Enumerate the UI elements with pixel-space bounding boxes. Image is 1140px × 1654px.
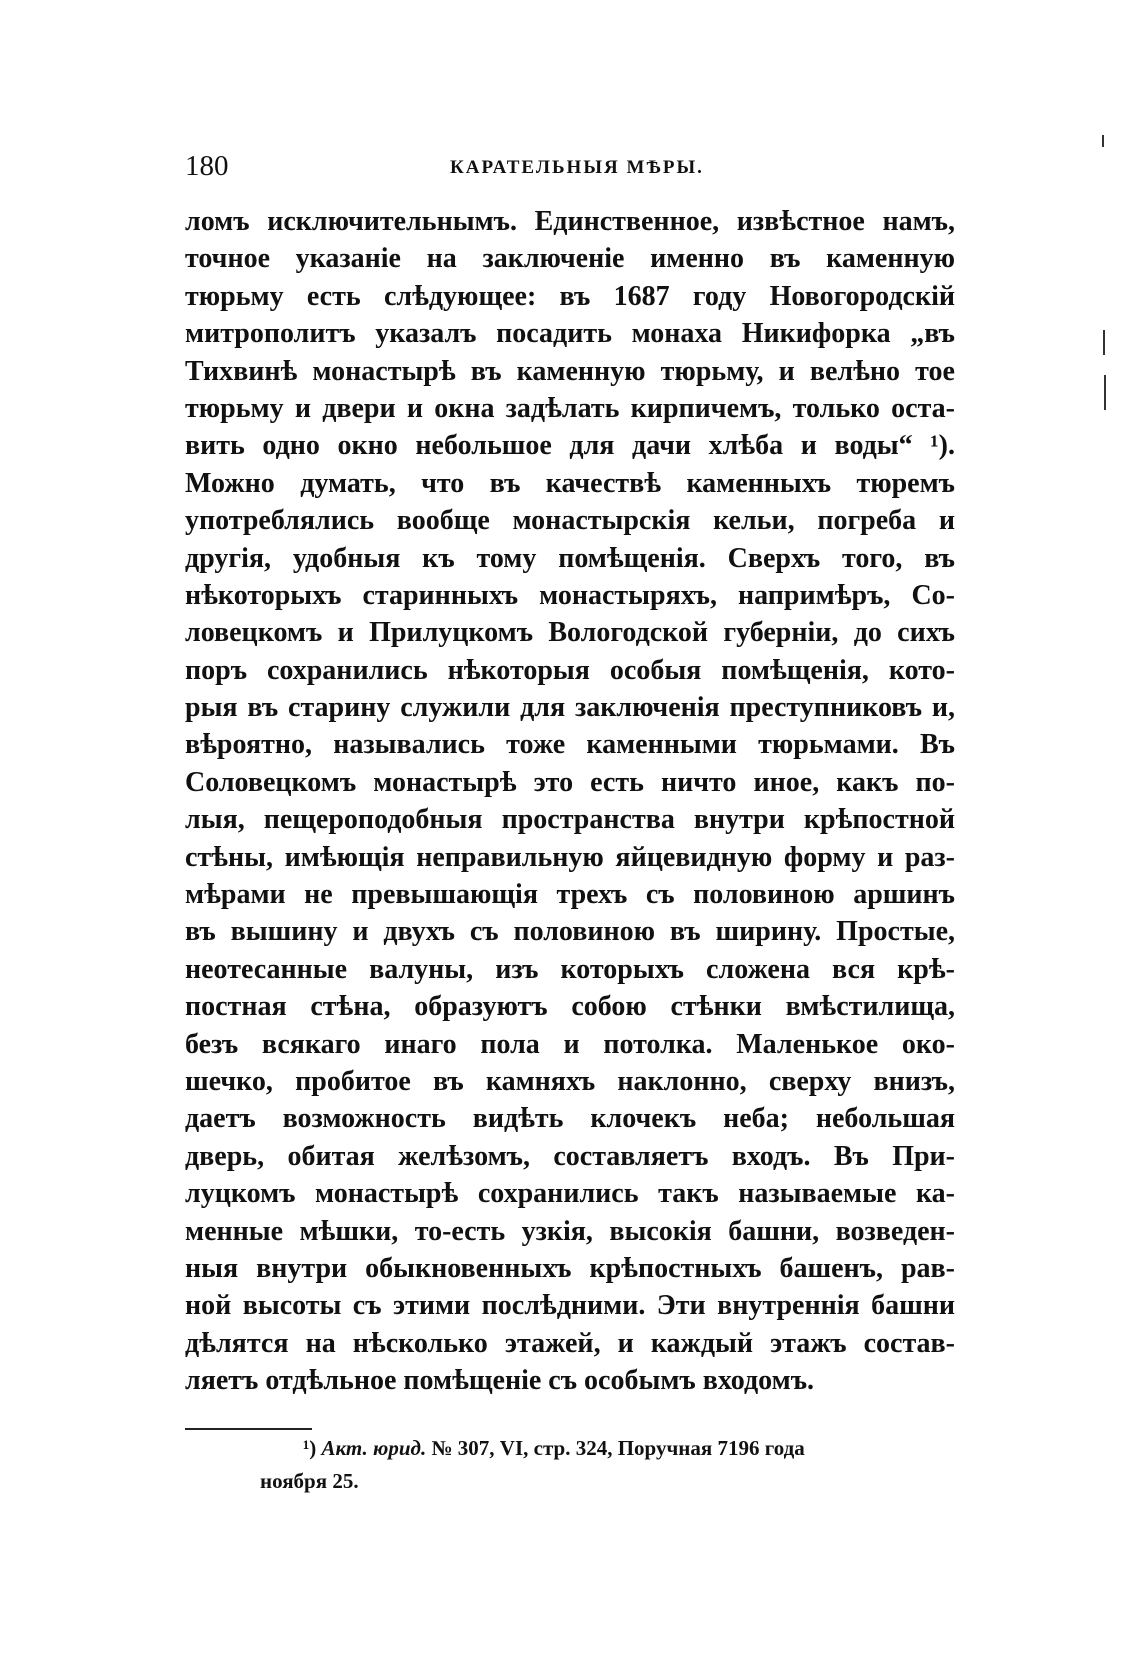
text-line: тюрьму и двери и окна задѣлать кирпичемъ, только оста- (185, 392, 955, 424)
footnote-marker: ¹) (303, 1436, 317, 1460)
text-line: ловецкомъ и Прилуцкомъ Вологодской губерніи, до сихъ (185, 617, 955, 649)
text-line: Можно думать, что въ качествѣ каменныхъ тюремъ (185, 467, 955, 499)
text-line: ломъ исключительнымъ. Единственное, извѣстное намъ, (185, 206, 955, 237)
text-line: ляетъ отдѣльное помѣщеніе съ особымъ входомъ. (185, 1365, 815, 1397)
page-number: 180 (185, 150, 229, 182)
page-header (185, 150, 955, 190)
text-line: нѣкоторыхъ старинныхъ монастыряхъ, напримѣръ, Со- (185, 579, 955, 611)
text-line: вѣроятно, назывались тоже каменными тюрьмами. Въ (185, 729, 955, 761)
text-line: безъ всякаго инаго пола и потолка. Маленькое око- (185, 1028, 955, 1060)
text-line: ныя внутри обыкновенныхъ крѣпостныхъ башенъ, рав- (185, 1252, 955, 1284)
text-line: въ вышину и двухъ съ половиною въ ширину. Простые, (185, 916, 955, 948)
text-line: употреблялись вообще монастырскія кельи, погреба и (185, 505, 955, 537)
text-line: стѣны, имѣющія неправильную яйцевидную форму и раз- (185, 841, 955, 873)
text-line: точное указаніе на заключеніе именно въ каменную (185, 243, 955, 275)
text-line: постная стѣна, образуютъ собою стѣнки вмѣстилища, (185, 991, 955, 1023)
footnote-line: ноября 25. (260, 1469, 359, 1493)
text-line: вить одно окно небольшое для дачи хлѣба и воды“ ¹). (185, 430, 955, 462)
text-line: шечко, пробитое въ камняхъ наклонно, сверху внизъ, (185, 1065, 955, 1097)
footnote-divider (185, 1428, 312, 1430)
text-line: даетъ возможность видѣть клочекъ неба; небольшая (185, 1103, 955, 1135)
text-line: ной высоты съ этими послѣдними. Эти внутреннія башни (185, 1290, 955, 1322)
scan-edge-mark (1103, 330, 1105, 355)
body-text (185, 203, 955, 1400)
footnote-reference: № 307, VI, стр. 324, Поручная 7196 года (431, 1436, 805, 1460)
text-line: дѣлятся на нѣсколько этажей, и каждый этажъ состав- (185, 1327, 955, 1359)
scan-edge-mark (1104, 375, 1106, 410)
text-line: луцкомъ монастырѣ сохранились такъ называемые ка- (185, 1178, 955, 1210)
text-line: дверь, обитая желѣзомъ, составляетъ входъ. Въ При- (185, 1140, 955, 1172)
text-line: лыя, пещероподобныя пространства внутри крѣпостной (185, 804, 955, 836)
scan-edge-mark (1102, 135, 1104, 147)
footnote-line (185, 1432, 955, 1465)
running-head: КАРАТЕЛЬНЫЯ МѢРЫ. (450, 157, 704, 178)
text-line: неотесанные валуны, изъ которыхъ сложена вся крѣ- (185, 953, 955, 985)
text-line: поръ сохранились нѣкоторыя особыя помѣщенія, кото- (185, 654, 955, 686)
footnote (185, 1432, 955, 1498)
text-line: другія, удобныя къ тому помѣщенія. Сверхъ того, въ (185, 542, 955, 574)
text-line: Соловецкомъ монастырѣ это есть ничто иное, какъ по- (185, 766, 955, 798)
text-line: менные мѣшки, то-есть узкія, высокія башни, возведен- (185, 1215, 955, 1247)
text-line: мѣрами не превышающія трехъ съ половиною аршинъ (185, 879, 955, 911)
text-line: митрополитъ указалъ посадить монаха Никифорка „въ (185, 318, 955, 350)
footnote-source: Акт. юрид. (321, 1436, 427, 1460)
text-line: тюрьму есть слѣдующее: въ 1687 году Новогородскій (185, 280, 955, 312)
text-line: Тихвинѣ монастырѣ въ каменную тюрьму, и велѣно тое (185, 355, 955, 387)
text-line: рыя въ старину служили для заключенія преступниковъ и, (185, 692, 955, 724)
